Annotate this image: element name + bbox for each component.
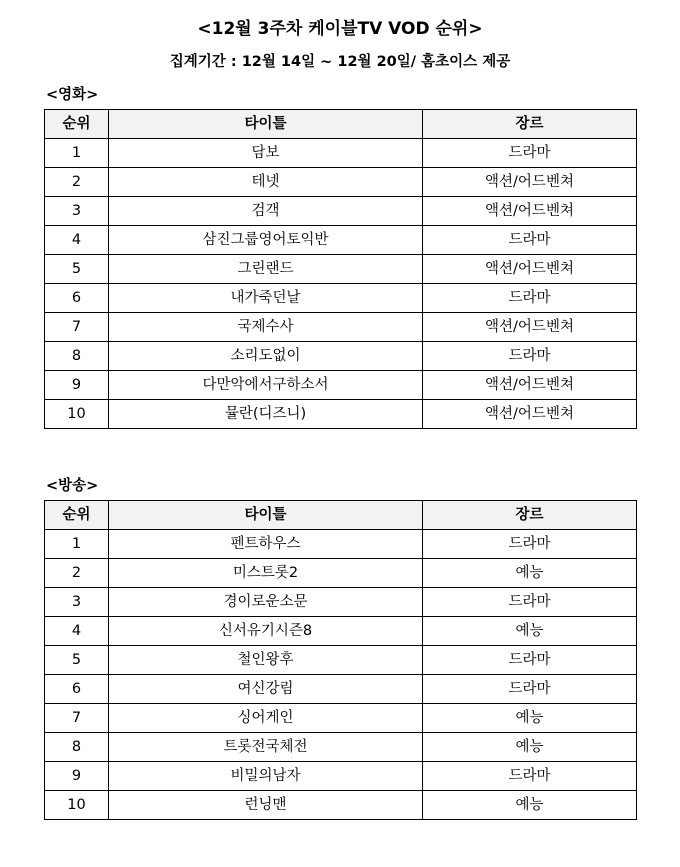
genre-cell: 예능 <box>423 791 637 820</box>
title-cell: 비밀의남자 <box>109 762 423 791</box>
title-cell: 검객 <box>109 197 423 226</box>
movies-table <box>44 109 637 429</box>
rank-cell: 1 <box>45 139 109 168</box>
genre-cell: 액션/어드벤쳐 <box>423 400 637 429</box>
genre-cell: 드라마 <box>423 762 637 791</box>
section-label-movies: <영화> <box>46 87 99 103</box>
column-header-title: 타이틀 <box>109 110 423 139</box>
title-cell: 내가죽던날 <box>109 284 423 313</box>
table-row <box>45 617 637 646</box>
title-cell: 소리도없이 <box>109 342 423 371</box>
table-row <box>45 284 637 313</box>
rank-cell: 5 <box>45 255 109 284</box>
title-cell: 런닝맨 <box>109 791 423 820</box>
rank-cell: 4 <box>45 617 109 646</box>
title-cell: 펜트하우스 <box>109 530 423 559</box>
rank-cell: 4 <box>45 226 109 255</box>
genre-cell: 드라마 <box>423 139 637 168</box>
genre-cell: 예능 <box>423 733 637 762</box>
column-header-title: 타이틀 <box>109 501 423 530</box>
rank-cell: 2 <box>45 559 109 588</box>
page-subtitle: 집계기간 : 12월 14일 ~ 12월 20일/ 홈초이스 제공 <box>169 54 511 70</box>
title-cell: 싱어게인 <box>109 704 423 733</box>
tv-table <box>44 500 637 820</box>
title-cell: 신서유기시즌8 <box>109 617 423 646</box>
table-row <box>45 139 637 168</box>
title-cell: 그린랜드 <box>109 255 423 284</box>
rank-cell: 8 <box>45 342 109 371</box>
table-header-row <box>45 501 637 530</box>
title-cell: 경이로운소문 <box>109 588 423 617</box>
table-row <box>45 168 637 197</box>
genre-cell: 액션/어드벤쳐 <box>423 255 637 284</box>
title-cell: 담보 <box>109 139 423 168</box>
genre-cell: 액션/어드벤쳐 <box>423 168 637 197</box>
title-cell: 트롯전국체전 <box>109 733 423 762</box>
rank-cell: 5 <box>45 646 109 675</box>
rank-cell: 9 <box>45 762 109 791</box>
title-cell: 다만악에서구하소서 <box>109 371 423 400</box>
genre-cell: 예능 <box>423 617 637 646</box>
column-header-rank: 순위 <box>45 110 109 139</box>
genre-cell: 액션/어드벤쳐 <box>423 313 637 342</box>
genre-cell: 드라마 <box>423 226 637 255</box>
table-header-row <box>45 110 637 139</box>
table-row <box>45 588 637 617</box>
rank-cell: 6 <box>45 675 109 704</box>
table-row <box>45 762 637 791</box>
column-header-rank: 순위 <box>45 501 109 530</box>
table-row <box>45 197 637 226</box>
genre-cell: 예능 <box>423 704 637 733</box>
genre-cell: 드라마 <box>423 284 637 313</box>
genre-cell: 액션/어드벤쳐 <box>423 371 637 400</box>
rank-cell: 9 <box>45 371 109 400</box>
rank-cell: 3 <box>45 588 109 617</box>
genre-cell: 드라마 <box>423 342 637 371</box>
table-row <box>45 675 637 704</box>
table-row <box>45 791 637 820</box>
table-row <box>45 313 637 342</box>
rank-cell: 2 <box>45 168 109 197</box>
genre-cell: 드라마 <box>423 588 637 617</box>
genre-cell: 드라마 <box>423 530 637 559</box>
rank-cell: 10 <box>45 400 109 429</box>
column-header-genre: 장르 <box>423 501 637 530</box>
genre-cell: 액션/어드벤쳐 <box>423 197 637 226</box>
title-cell: 철인왕후 <box>109 646 423 675</box>
rank-cell: 1 <box>45 530 109 559</box>
column-header-genre: 장르 <box>423 110 637 139</box>
table-row <box>45 255 637 284</box>
genre-cell: 드라마 <box>423 675 637 704</box>
table-row <box>45 733 637 762</box>
title-cell: 뮬란(디즈니) <box>109 400 423 429</box>
title-cell: 국제수사 <box>109 313 423 342</box>
rank-cell: 7 <box>45 704 109 733</box>
rank-cell: 3 <box>45 197 109 226</box>
table-row <box>45 371 637 400</box>
table-row <box>45 530 637 559</box>
title-cell: 여신강림 <box>109 675 423 704</box>
rank-cell: 10 <box>45 791 109 820</box>
rank-cell: 6 <box>45 284 109 313</box>
rank-cell: 7 <box>45 313 109 342</box>
page-title: <12월 3주차 케이블TV VOD 순위> <box>197 19 483 39</box>
table-row <box>45 226 637 255</box>
table-row <box>45 559 637 588</box>
table-row <box>45 646 637 675</box>
table-row <box>45 400 637 429</box>
table-row <box>45 342 637 371</box>
table-row <box>45 704 637 733</box>
section-label-tv: <방송> <box>46 478 99 494</box>
rank-cell: 8 <box>45 733 109 762</box>
genre-cell: 예능 <box>423 559 637 588</box>
genre-cell: 드라마 <box>423 646 637 675</box>
title-cell: 삼진그룹영어토익반 <box>109 226 423 255</box>
title-cell: 미스트롯2 <box>109 559 423 588</box>
title-cell: 테넷 <box>109 168 423 197</box>
